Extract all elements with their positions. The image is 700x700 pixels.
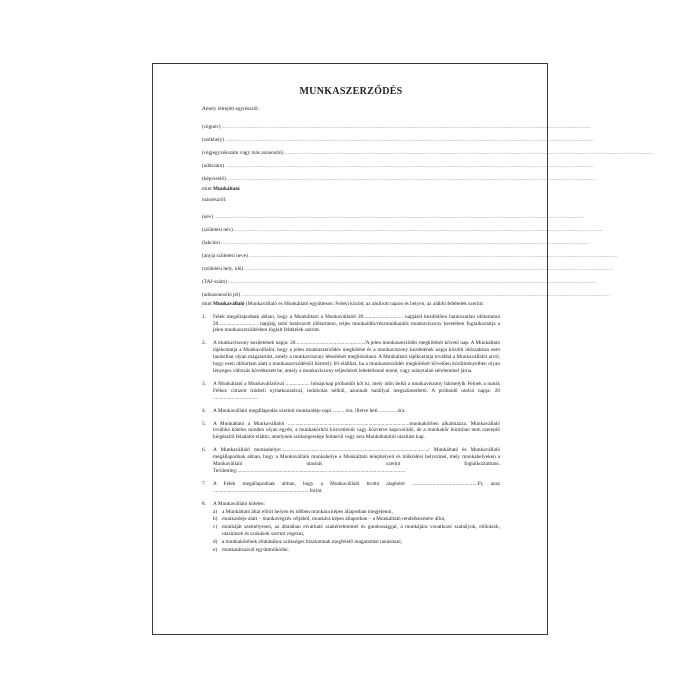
fill-in-line[interactable] [202, 118, 591, 131]
clause-number: 2. [202, 340, 206, 347]
field-label: (név) [202, 213, 214, 220]
clause-subitem [213, 524, 500, 538]
clause [202, 421, 500, 442]
fill-in-dots: .................................................................................................................................................................................................................................................. [233, 226, 603, 233]
clause-text: Felek megállapodnak abban, hogy a Munkáltató a Munkavállalót 20.............................. napjától kezdődően határozatlan időtartamú 20.............................. napjáig tartó határozott időtartamú, teljes munkaidős/részmunkaidős munkaviszony keretében foglalkoztatja a jelen munkaszerződésben foglalt feltételek szerint. [213, 313, 500, 334]
subitem-letter: e) [213, 547, 218, 554]
fill-in-dots: .................................................................................................................................................................................................................................................. [220, 239, 590, 246]
employee-role [202, 301, 500, 308]
document-content [202, 86, 654, 554]
fill-in-line[interactable] [202, 131, 594, 144]
subitem-letter: d) [213, 539, 218, 546]
clause [202, 340, 500, 375]
clause [202, 501, 500, 554]
fill-in-line[interactable] [202, 247, 618, 260]
field-label: (cégnév) [202, 124, 221, 130]
fill-in-line[interactable] [202, 157, 594, 170]
clause [202, 381, 500, 402]
fill-in-dots: .................................................................................................................................................................................................................................................. [221, 124, 591, 130]
subitem-letter: c) [213, 524, 218, 531]
clause [202, 408, 500, 415]
clause-number: 6. [202, 447, 206, 454]
clause [202, 481, 500, 495]
fill-in-dots: .................................................................................................................................................................................................................................................. [248, 252, 618, 259]
employer-fields [202, 118, 654, 183]
field-label: (lakcím) [202, 239, 220, 246]
field-label: (cégjegyzékszám vagy más azonosító) [202, 150, 284, 156]
clause-text: A Munkavállaló köteles: [213, 500, 266, 507]
employer-role-label: Munkáltató [213, 185, 240, 192]
employee-role-prefix: mint [202, 300, 212, 307]
clause-number: 1. [202, 313, 206, 320]
clause-subitem [213, 547, 500, 554]
clause-text: A Munkáltató a Munkavállalót ............................................................................................munkakörben alkalmazza. Munkavállaló továbbá köteles minden olyan egyéb, a munkakörhöz közvetlenül vagy közvetve kapcsolódó, de a munkakör leírásban nem szereplő kiegészítő feladatot ellátni, amelynek szükségessége felmerül vagy arra Munkáltatótól utasítást kap. [213, 420, 500, 441]
clause-body [213, 447, 500, 475]
employee-fields [202, 208, 618, 299]
fill-in-line[interactable] [202, 260, 614, 273]
field-label: (adóazonosító jel) [202, 291, 241, 298]
fill-in-dots: .................................................................................................................................................................................................................................................. [214, 213, 584, 220]
clause-body [213, 501, 500, 554]
clause-text: A Munkavállaló megállapodás szerinti munkaideje napi ......... óra, illetve heti ............. óra. [213, 407, 406, 414]
clause-number: 5. [202, 420, 206, 427]
fill-in-line[interactable] [202, 286, 610, 299]
clause-body [213, 340, 500, 375]
clause-body [213, 408, 500, 415]
field-label: (képviselő) [202, 176, 226, 182]
clause-subitem [213, 516, 500, 523]
fill-in-line[interactable] [202, 221, 603, 234]
clause-text: A Munkáltató a Munkavállalóval .................. hónap/nap próbaidőt köt ki, mely időn belül a munkaviszony bármelyik Félnek a másik Félhez címzett írásbeli nyilatkozatával, indokolás nélkül, azonnali hatállyal megszüntethető. A próbaidő utolsó napja: 20 .................................. [213, 380, 500, 401]
clause [202, 314, 500, 335]
subitem-text: a munkakörének ellátásához szükséges bizalomnak megfelelő magatartást tanúsítani, [222, 539, 403, 546]
fill-in-dots: .................................................................................................................................................................................................................................................. [241, 291, 610, 298]
clause-text: A munkaviszony kezdetének napja: 20..................................................../A jelen munkaszerződés megkötését követő nap. A Munkáltató tájékoztatja a Munkavállalót, hogy a jelen munkaszerződés megkötése és a munkaviszony kezdetének napja közötti időszakban nem tanúsíthat olyan magatartást, amely a munkaviszony létesítését meghiúsítaná. A Munkáltató tájékoztatja továbbá a Munkavállalót arról, hogy ezen időtartam alatt a munkaszerződéstől bármely fél elállhat, ha a munkaszerződés megkötését követően körülményeiben olyan lényeges változás következett be, amely a munkaviszony teljesítését lehetetlenné tenné, vagy aránytalan sérelemmel járna. [213, 340, 500, 374]
clause-number: 4. [202, 407, 206, 414]
fill-in-dots: .................................................................................................................................................................................................................................................. [284, 150, 654, 156]
fill-in-dots: .................................................................................................................................................................................................................................................. [226, 176, 596, 182]
field-label: (születési név) [202, 226, 233, 233]
clause-body [213, 381, 500, 402]
clause-subitem [213, 509, 500, 516]
clause-body [213, 481, 500, 495]
clause-list [202, 314, 500, 554]
subitem-text: a Munkáltató által előírt helyen és időben munkára képes állapotban megjelenni, [222, 508, 393, 515]
document-page [152, 63, 654, 635]
subitem-letter: a) [213, 508, 218, 515]
fill-in-dots: .................................................................................................................................................................................................................................................. [227, 278, 597, 285]
clause-number: 7. [202, 480, 206, 487]
field-label: (székhely) [202, 137, 225, 143]
employer-role-prefix: mint [202, 185, 212, 192]
fill-in-line[interactable] [202, 170, 596, 183]
field-label: (TAJ-szám) [202, 278, 227, 285]
fill-in-line[interactable] [202, 144, 654, 157]
clause-text: A Felek megállapodnak abban, hogy a Munkavállaló bruttó alapbére: .................................................Ft, azaz ........................................................................ forint. [213, 480, 500, 494]
fill-in-dots: .................................................................................................................................................................................................................................................. [244, 265, 614, 272]
fill-in-line[interactable] [202, 208, 584, 221]
clause-text: A Munkavállaló munkahelye:.............................................................................................................../ Munkáltató és Munkavállaló megállapodnak abban, hogy a Munkavállaló munkahelye a Munkáltató telephelyeit és működési helyszínei, mely munkahelyeken a Munkavállaló utasítás szerint foglalkoztatható. Területileg:............................................................................................................................... [213, 447, 500, 474]
fill-in-dots: .................................................................................................................................................................................................................................................. [225, 137, 594, 143]
fill-in-line[interactable] [202, 234, 590, 247]
field-label: (születési hely, idő) [202, 265, 244, 272]
subitem-text: munkáját személyesen, az általában elvárható szakértelemmel és gondossággal, a munkájára vonatkozó szabályok, előírások, utasítások és szokások szerint végezni, [222, 524, 500, 538]
employee-role-label: Munkavállaló [213, 300, 245, 307]
clause-number: 8. [202, 500, 206, 507]
clause-body [213, 314, 500, 335]
clause-body [213, 421, 500, 442]
subitem-text: munkatársaival együttműködni. [222, 547, 290, 554]
clause [202, 447, 500, 475]
fill-in-dots: .................................................................................................................................................................................................................................................. [225, 163, 594, 169]
subitem-text: munkaideje alatt – munkavégzés céljából, munkára képes állapotban – a Munkáltató rendelkezésére állni, [222, 516, 446, 523]
fill-in-line[interactable] [202, 273, 597, 286]
clause-subitem [213, 539, 500, 546]
clause-number: 3. [202, 380, 206, 387]
employee-role-text: (Munkavállaló és Munkáltató együttesen: Felek) között, az alulírott napon és helyen, az alábbi feltételek szerint: [245, 300, 484, 307]
intro-text: Amely létrejött egyrészről: [202, 106, 260, 112]
subitem-letter: b) [213, 516, 218, 523]
employer-role [202, 186, 500, 193]
field-label: (anyja születési neve) [202, 252, 248, 259]
other-party-label: másrészről: [202, 196, 227, 203]
document-title: MUNKASZERZŐDÉS [299, 86, 403, 97]
field-label: (adószám) [202, 163, 225, 169]
